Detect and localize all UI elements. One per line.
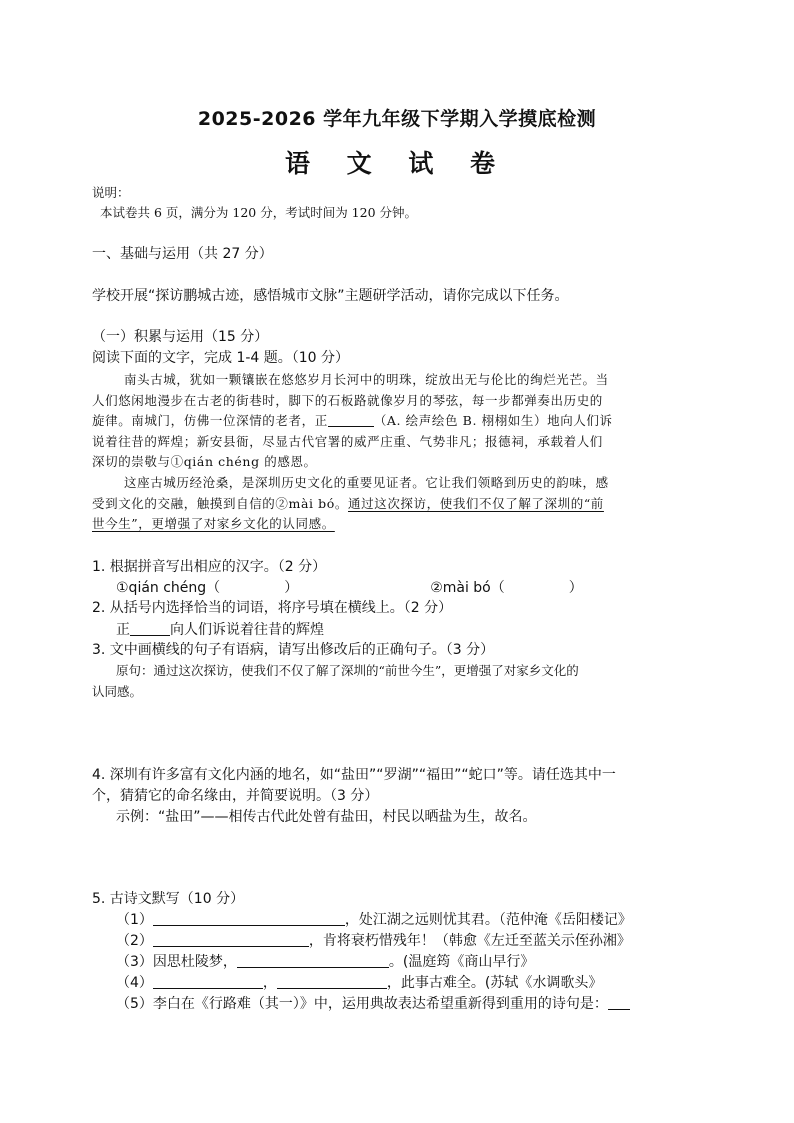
- section1-heading: 一、基础与运用（共 27 分）: [92, 246, 273, 262]
- question-1: 1. 根据拼音写出相应的汉字。（2 分）: [92, 559, 327, 575]
- passage-line-4: 说着往昔的辉煌；新安县衙，尽显古代官署的威严庄重、气势非凡；报德祠，承载着人们: [92, 434, 603, 449]
- question-3-original-1: 原句：通过这次探访，使我们不仅了解了深圳的“前世今生”，更增强了对家乡文化的: [116, 663, 579, 678]
- poem-blank-5[interactable]: [608, 995, 630, 1010]
- answer-blank-q2[interactable]: [130, 621, 170, 636]
- poem-item-5: （5）李白在《行路难（其一）》中，运用典故表达希望重新得到重用的诗句是：: [116, 993, 756, 1013]
- poem-blank-3[interactable]: [237, 953, 389, 968]
- poem-item-3: （3）因思杜陵梦， 。(温庭筠《商山早行》: [116, 954, 535, 970]
- page-subtitle: 语 文 试 卷: [284, 149, 510, 178]
- question-4-line-1: 4. 深圳有许多富有文化内涵的地名，如“盐田”“罗湖”“福田”“蛇口”等。请任选其中一: [92, 767, 616, 783]
- question-3-original-2: 认同感。: [92, 684, 143, 699]
- poem-item-4: （4） ， ，此事古难全。(苏轼《水调歌头》: [116, 975, 603, 991]
- passage-line-1: 南头古城，犹如一颗镶嵌在悠悠岁月长河中的明珠，绽放出无与伦比的绚烂光芒。当: [124, 372, 609, 387]
- poem-blank-4b[interactable]: [277, 974, 387, 989]
- passage-line-7: 受到文化的交融，触摸到自信的②mài bó。通过这次探访，使我们不仅了解了深圳的“前: [92, 496, 604, 511]
- question-3: 3. 文中画横线的句子有语病，请写出修改后的正确句子。（3 分）: [92, 642, 495, 658]
- passage-line-2: 人们悠闲地漫步在古老的街巷时，脚下的石板路就像岁月的琴弦，每一步都弹奏出历史的: [92, 393, 603, 408]
- part1-heading: （一）积累与运用（15 分）: [92, 329, 269, 345]
- reading-instruction: 阅读下面的文字，完成 1-4 题。（10 分）: [92, 350, 350, 366]
- poem-item-1: （1） ，处江湖之远则忧其君。（范仲淹《岳阳楼记》: [116, 912, 632, 928]
- poem-blank-2[interactable]: [153, 932, 309, 947]
- passage-line-5: 深切的崇敬与①qián chéng 的感恩。: [92, 454, 317, 469]
- notes-text: 本试卷共 6 页，满分为 120 分，考试时间为 120 分钟。: [100, 205, 418, 220]
- question-5: 5. 古诗文默写（10 分）: [92, 891, 245, 907]
- passage-blank[interactable]: [328, 412, 374, 427]
- notes-label: 说明：: [92, 185, 130, 200]
- question-4-example: 示例：“盐田”——相传古代此处曾有盐田，村民以晒盐为生，故名。: [116, 809, 537, 825]
- section1-intro: 学校开展“探访鹏城古迹，感悟城市文脉”主题研学活动，请你完成以下任务。: [92, 288, 569, 304]
- poem-blank-1[interactable]: [153, 911, 345, 926]
- passage-line-6: 这座古城历经沧桑，是深圳历史文化的重要见证者。它让我们领略到历史的韵味，感: [124, 475, 609, 490]
- question-2: 2. 从括号内选择恰当的词语，将序号填在横线上。（2 分）: [92, 600, 453, 616]
- underlined-sentence-end: 世今生”，更增强了对家乡文化的认同感。: [92, 516, 335, 531]
- poem-item-2: （2） ，肯将衰朽惜残年！（韩愈《左迁至蓝关示侄孙湘》: [116, 933, 631, 949]
- page-title: 2025-2026 学年九年级下学期入学摸底检测: [197, 108, 597, 130]
- question-2-blank-line: 正 向人们诉说着往昔的辉煌: [116, 622, 324, 638]
- question-1-answers: ①qián chéng（ ） ②mài bó（ ）: [116, 580, 583, 596]
- poem-blank-4a[interactable]: [153, 974, 263, 989]
- underlined-sentence: 通过这次探访，使我们不仅了解了深圳的“前: [348, 496, 604, 511]
- passage-line-3: 旋律。南城门，仿佛一位深情的老者，正 （A. 绘声绘色 B. 栩栩如生）地向人们诉: [92, 413, 613, 428]
- question-4-line-2: 个，猜猜它的命名缘由，并简要说明。（3 分）: [92, 788, 379, 804]
- passage-line-8: [92, 514, 732, 532]
